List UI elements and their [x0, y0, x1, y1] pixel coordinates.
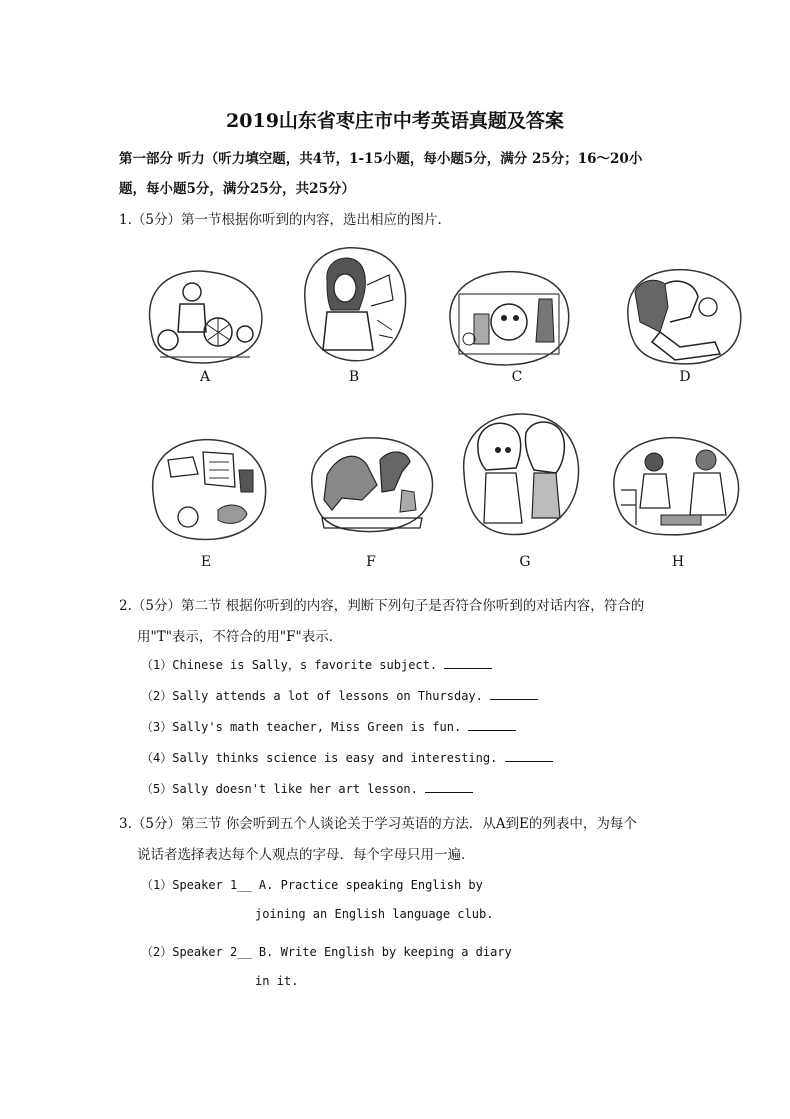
- picture-label-d: D: [679, 369, 691, 385]
- people-fruit-drawing-icon: [140, 262, 270, 372]
- classroom-drawing-icon: [606, 430, 746, 542]
- picture-label-f: F: [366, 554, 376, 570]
- question-3-line2: 说话者选择表达每个人观点的字母．每个字母只用一遍．: [137, 847, 475, 863]
- picture-label-b: B: [348, 369, 360, 385]
- question-3-line1: 3.（5分）第三节 你会听到五个人谈论关于学习英语的方法．从A到E的列表中，为每个: [119, 816, 637, 832]
- answer-blank[interactable]: [505, 749, 553, 762]
- speaker-item-1: （1）Speaker 1__ A. Practice speaking English by: [141, 878, 483, 892]
- girls-drawing-icon: [456, 408, 586, 543]
- speaker-item-2-cont: in it.: [255, 974, 299, 988]
- picture-label-c: C: [511, 369, 523, 385]
- answer-blank[interactable]: [490, 687, 538, 700]
- answer-blank[interactable]: [425, 780, 473, 793]
- answer-blank[interactable]: [468, 718, 516, 731]
- picture-label-a: A: [199, 369, 211, 385]
- question-2-line1: 2.（5分）第二节 根据你听到的内容，判断下列句子是否符合你听到的对话内容，符合的: [119, 598, 645, 614]
- statement-item: （4）Sally thinks science is easy and interesting.: [141, 749, 553, 766]
- question-2-line2: 用"T"表示，不符合的用"F"表示．: [137, 629, 343, 645]
- section-header-line2: 题，每小题5分，满分25分，共25分）: [119, 181, 355, 197]
- statement-item: （1）Chinese is Sally，s favorite subject.: [141, 656, 492, 673]
- toys-drawing-icon: [444, 264, 574, 372]
- question-1-text: 1.（5分）第一节根据你听到的内容，选出相应的图片．: [119, 212, 451, 228]
- page-title: 2019山东省枣庄市中考英语真题及答案: [226, 110, 564, 132]
- statement-item: （5）Sally doesn't like her art lesson.: [141, 780, 473, 797]
- section-header-line1: 第一部分 听力（听力填空题，共4节，1-15小题，每小题5分，满分 25分；16～20小: [119, 151, 643, 167]
- picture-label-e: E: [200, 554, 212, 570]
- girl-drawing-icon: [297, 240, 412, 370]
- picture-label-h: H: [671, 554, 685, 570]
- dinosaur-drawing-icon: [302, 430, 442, 540]
- figure-drawing-icon: [620, 262, 748, 372]
- picture-label-g: G: [519, 554, 531, 570]
- animals-drawing-icon: [143, 432, 273, 547]
- statement-item: （3）Sally's math teacher, Miss Green is fun.: [141, 718, 516, 735]
- statement-item: （2）Sally attends a lot of lessons on Thursday.: [141, 687, 538, 704]
- speaker-item-1-cont: joining an English language club.: [255, 907, 494, 921]
- answer-blank[interactable]: [444, 656, 492, 669]
- speaker-item-2: （2）Speaker 2__ B. Write English by keeping a diary: [141, 945, 512, 959]
